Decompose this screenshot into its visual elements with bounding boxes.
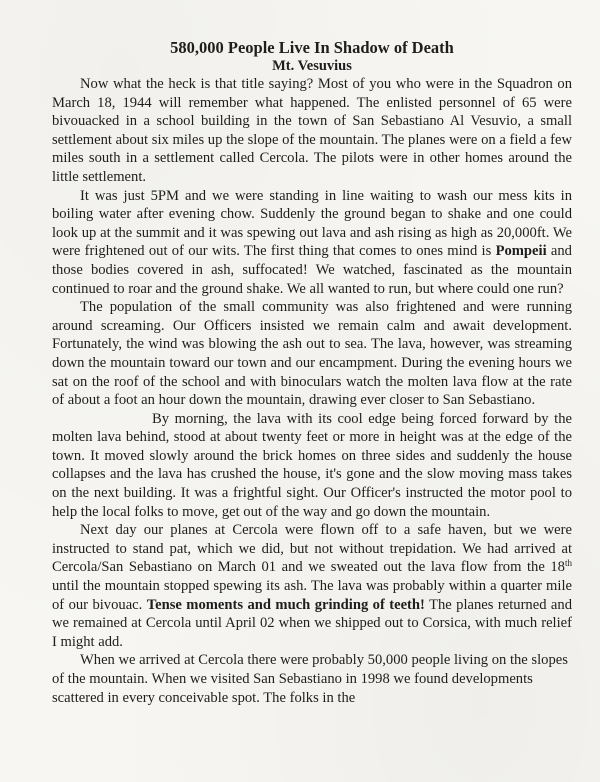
- paragraph-5-text-a: Next day our planes at Cercola were flown off to a safe haven, but we were instructed to stand pat, which we did, but not without trepidation. We had arrived at Cercola/San Sebastiano on March 01 and we sweated out the lava flow from the 18: [52, 522, 572, 576]
- paragraph-4: By morning, the lava with its cool edge being forced forward by the molten lava behind, stood at about twenty feet or more in height was at the edge of the town. It moved slowly around the brick homes on three sides and suddenly the house collapses and the lava has crushed the house, it's gone and the slow moving mass takes on the next building. It was a frightful sight. Our Officer's instructed the motor pool to help the local folks to move, get out of the way and go down the mountain.: [52, 410, 572, 520]
- paragraph-5-text-b: until the mountain stopped spewing its ash. The lava was probably within a quarter mile of our bivouac.: [52, 578, 572, 613]
- paragraph-5-text-c: The planes returned and we remained at Cercola until April 02 when we shipped out to Corsica, with much relief I might add.: [52, 596, 572, 650]
- paragraph-2-text-a: It was just 5PM and we were standing in line waiting to wash our mess kits in boiling water after evening chow. Suddenly the ground began to shake and one could look up at the summit and it was spewing out lava and ash rising as high as 20,000ft. We were frightened out of our wits. The first thing that comes to ones mind is: [52, 187, 572, 260]
- paragraph-6: When we arrived at Cercola there were probably 50,000 people living on the slopes of the mountain. When we visited San Sebastiano in 1998 we found developments scattered in every conceivable spot. The folks in the: [52, 652, 568, 706]
- paragraph-5: [52, 521, 572, 651]
- tense-moments-emphasis: Tense moments and much grinding of teeth!: [146, 596, 425, 613]
- article-subtitle: Mt. Vesuvius: [272, 58, 352, 74]
- article-title: 580,000 People Live In Shadow of Death: [170, 38, 454, 57]
- paragraph-2: [52, 187, 572, 299]
- ordinal-suffix: th: [564, 558, 572, 569]
- pompeii-emphasis: Pompeii: [495, 243, 547, 260]
- paragraph-1: Now what the heck is that title saying? Most of you who were in the Squadron on March 18, 1944 will remember what happened. The enlisted personnel of 65 were bivouacked in a school building in the town of San Sebastiano Al Vesuvio, a small settlement about six miles up the slope of the mountain. The planes were on a field a few miles south in a settlement called Cercola. The pilots were in other homes around the little settlement.: [52, 76, 572, 185]
- paragraph-2-text-c: and those bodies covered in ash, suffocated! We watched, fascinated as the mountain continued to roar and the ground shake. We all wanted to run, but where could one run?: [52, 243, 572, 297]
- paragraph-3: The population of the small community was also frightened and were running around screaming. Our Officers insisted we remain calm and await development. Fortunately, the wind was blowing the ash out to sea. The lava, however, was streaming down the mountain toward our town and our encampment. During the evening hours we sat on the roof of the school and with binoculars watch the molten lava flow at the rate of about a foot an hour down the mountain, drawing ever closer to San Sebastiano.: [52, 299, 572, 409]
